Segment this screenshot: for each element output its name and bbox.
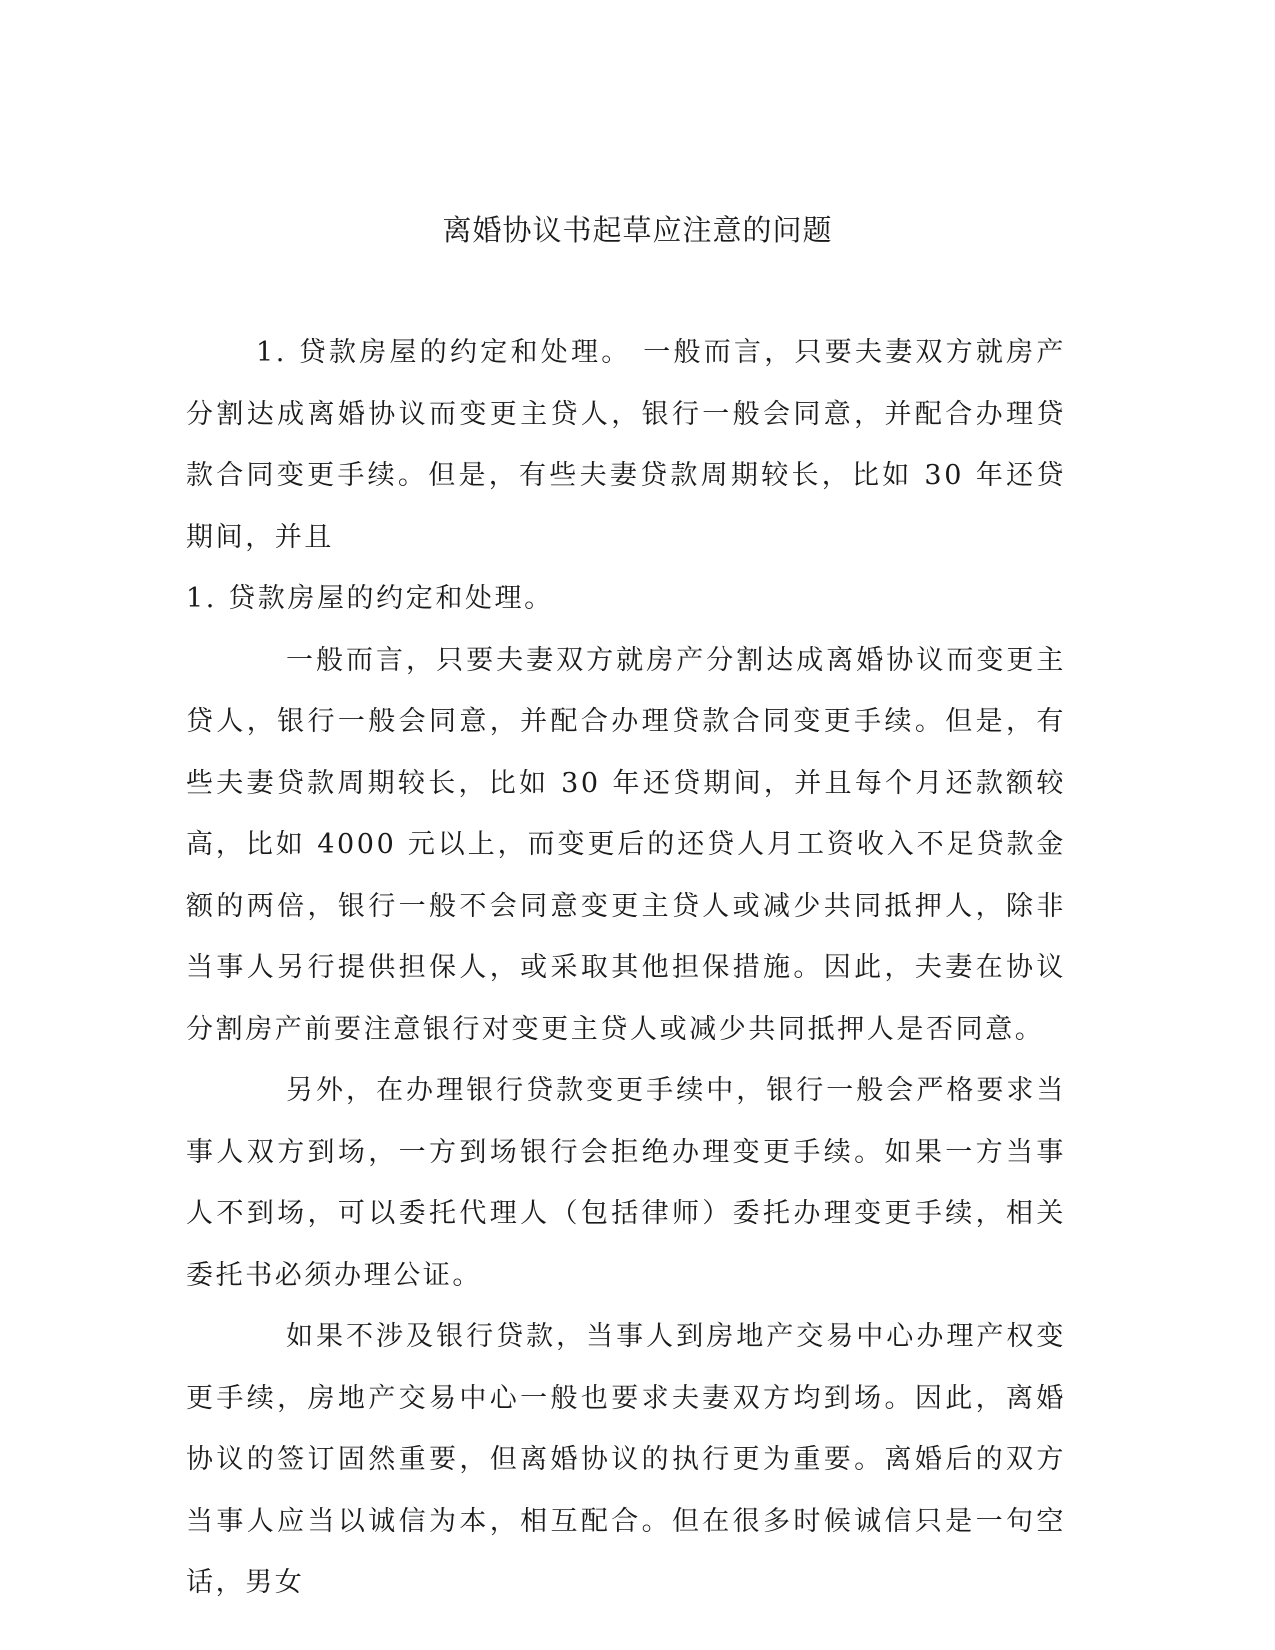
- paragraph-3: 一般而言，只要夫妻双方就房产分割达成离婚协议而变更主贷人，银行一般会同意，并配合办理贷款合同变更手续。但是，有些夫妻贷款周期较长，比如 30 年还贷期间，并且每个月还款额较高，比如 4000 元以上，而变更后的还贷人月工资收入不足贷款金额的两倍，银行一般不会同意变更主贷人或减少共同抵押人，除非当事人另行提供担保人，或采取其他担保措施。因此，夫妻在协议分割房产前要注意银行对变更主贷人或减少共同抵押人是否同意。: [186, 644, 1066, 1045]
- document-title: 离婚协议书起草应注意的问题: [442, 213, 833, 247]
- paragraph-1: 1. 贷款房屋的约定和处理。 一般而言，只要夫妻双方就房产分割达成离婚协议而变更主贷人，银行一般会同意，并配合办理贷款合同变更手续。但是，有些夫妻贷款周期较长，比如 30 年还贷期间，并且: [186, 337, 1066, 553]
- document-body: [186, 322, 1066, 1614]
- paragraph-4: 另外，在办理银行贷款变更手续中，银行一般会严格要求当事人双方到场，一方到场银行会拒绝办理变更手续。如果一方当事人不到场，可以委托代理人（包括律师）委托办理变更手续，相关委托书必须办理公证。: [186, 1075, 1066, 1291]
- paragraph-2: 1. 贷款房屋的约定和处理。: [186, 583, 554, 614]
- paragraph-5: 如果不涉及银行贷款，当事人到房地产交易中心办理产权变更手续，房地产交易中心一般也要求夫妻双方均到场。因此，离婚协议的签订固然重要，但离婚协议的执行更为重要。离婚后的双方当事人应当以诚信为本，相互配合。但在很多时候诚信只是一句空话，男女: [186, 1321, 1066, 1598]
